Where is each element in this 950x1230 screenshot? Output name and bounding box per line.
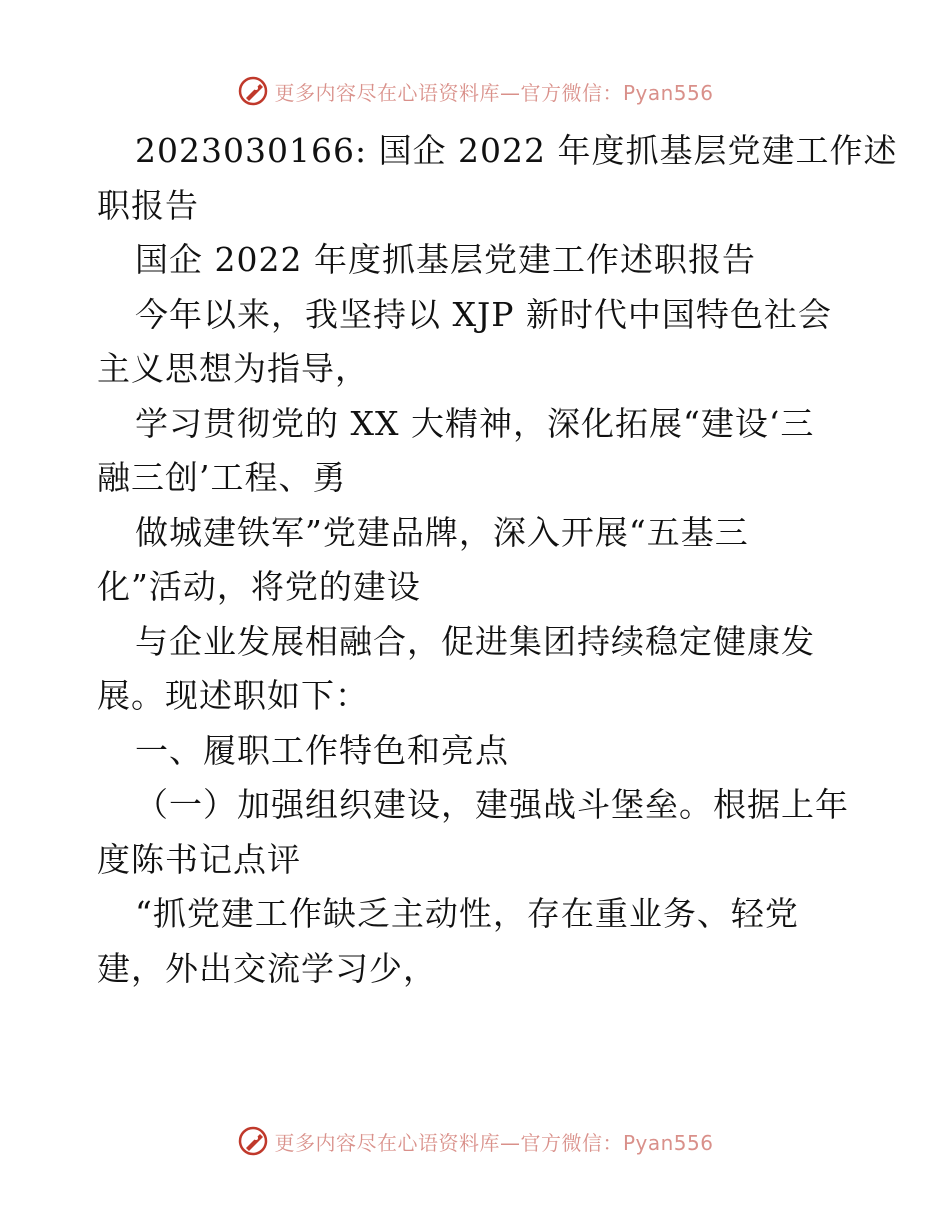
quill-logo-icon: [236, 74, 270, 108]
text-line: 融三创’工程、勇: [97, 458, 347, 497]
header-watermark: [0, 74, 950, 108]
watermark-text: 更多内容尽在心语资料库—官方微信：Pyan556: [274, 1130, 714, 1155]
text-line: 展。现述职如下：: [97, 676, 369, 715]
document-body: [97, 124, 898, 996]
text-line: 做城建铁军”党建品牌，深入开展“五基三: [135, 512, 749, 552]
text-line: 度陈书记点评: [97, 839, 301, 879]
footer-watermark: [0, 1124, 950, 1158]
text-line: 学习贯彻党的 XX 大精神，深化拓展“建设‘三: [135, 403, 815, 443]
text-line: 与企业发展相融合，促进集团持续稳定健康发: [135, 621, 815, 661]
text-line: 今年以来，我坚持以 XJP 新时代中国特色社会: [135, 294, 832, 334]
watermark-text: 更多内容尽在心语资料库—官方微信：Pyan556: [274, 80, 714, 105]
text-line: 化”活动，将党的建设: [97, 567, 421, 606]
quill-logo-icon: [236, 1124, 270, 1158]
text-line: “抓党建工作缺乏主动性，存在重业务、轻党: [135, 894, 799, 933]
text-line: 主义思想为指导，: [97, 349, 369, 388]
section-heading: 一、履职工作特色和亮点: [135, 730, 509, 770]
text-line: （一）加强组织建设，建强战斗堡垒。根据上年: [135, 785, 849, 824]
text-line: 建，外出交流学习少，: [97, 948, 437, 988]
text-line: 职报告: [97, 185, 199, 225]
text-line: 2023030166: 国企 2022 年度抓基层党建工作述: [135, 131, 898, 170]
document-title: 国企 2022 年度抓基层党建工作述职报告: [135, 240, 756, 279]
